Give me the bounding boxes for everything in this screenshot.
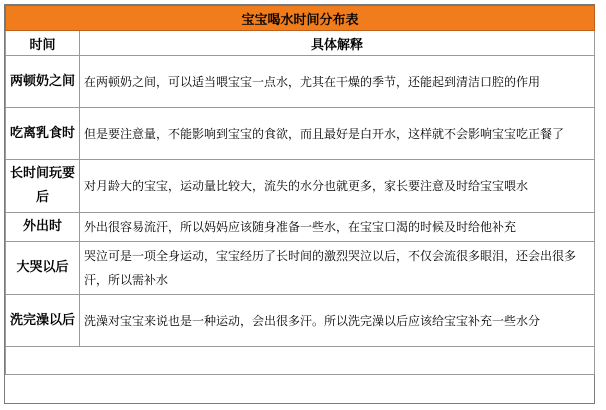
explanation-cell: 外出很容易流汗，所以妈妈应该随身准备一些水，在宝宝口渴的时候及时给他补充 xyxy=(80,213,595,242)
explanation-cell: 哭泣可是一项全身运动，宝宝经历了长时间的激烈哭泣以后，不仅会流很多眼泪，还会出很多汗，所以需补水 xyxy=(80,242,595,295)
water-schedule-table xyxy=(5,5,595,375)
time-cell: 两顿奶之间 xyxy=(6,56,80,108)
table-row xyxy=(6,56,595,108)
explanation-cell: 但是要注意量，不能影响到宝宝的食欲，而且最好是白开水，这样就不会影响宝宝吃正餐了 xyxy=(80,108,595,160)
table-row xyxy=(6,213,595,242)
explanation-cell: 对月龄大的宝宝，运动量比较大，流失的水分也就更多，家长要注意及时给宝宝喂水 xyxy=(80,160,595,213)
header-row xyxy=(6,31,595,56)
table-row xyxy=(6,108,595,160)
explanation-cell: 在两顿奶之间，可以适当喂宝宝一点水，尤其在干燥的季节，还能起到清洁口腔的作用 xyxy=(80,56,595,108)
explanation-cell: 洗澡对宝宝来说也是一种运动，会出很多汗。所以洗完澡以后应该给宝宝补充一些水分 xyxy=(80,295,595,347)
time-cell: 长时间玩要后 xyxy=(6,160,80,213)
title-row xyxy=(6,6,595,31)
header-time: 时间 xyxy=(6,31,80,56)
header-explanation: 具体解释 xyxy=(80,31,595,56)
table-title: 宝宝喝水时间分布表 xyxy=(6,6,595,31)
empty-row xyxy=(6,347,595,375)
table-row xyxy=(6,295,595,347)
table-row xyxy=(6,160,595,213)
time-cell: 洗完澡以后 xyxy=(6,295,80,347)
time-cell: 外出时 xyxy=(6,213,80,242)
empty-cell xyxy=(6,347,595,375)
time-cell: 大哭以后 xyxy=(6,242,80,295)
table-row xyxy=(6,242,595,295)
time-cell: 吃离乳食时 xyxy=(6,108,80,160)
